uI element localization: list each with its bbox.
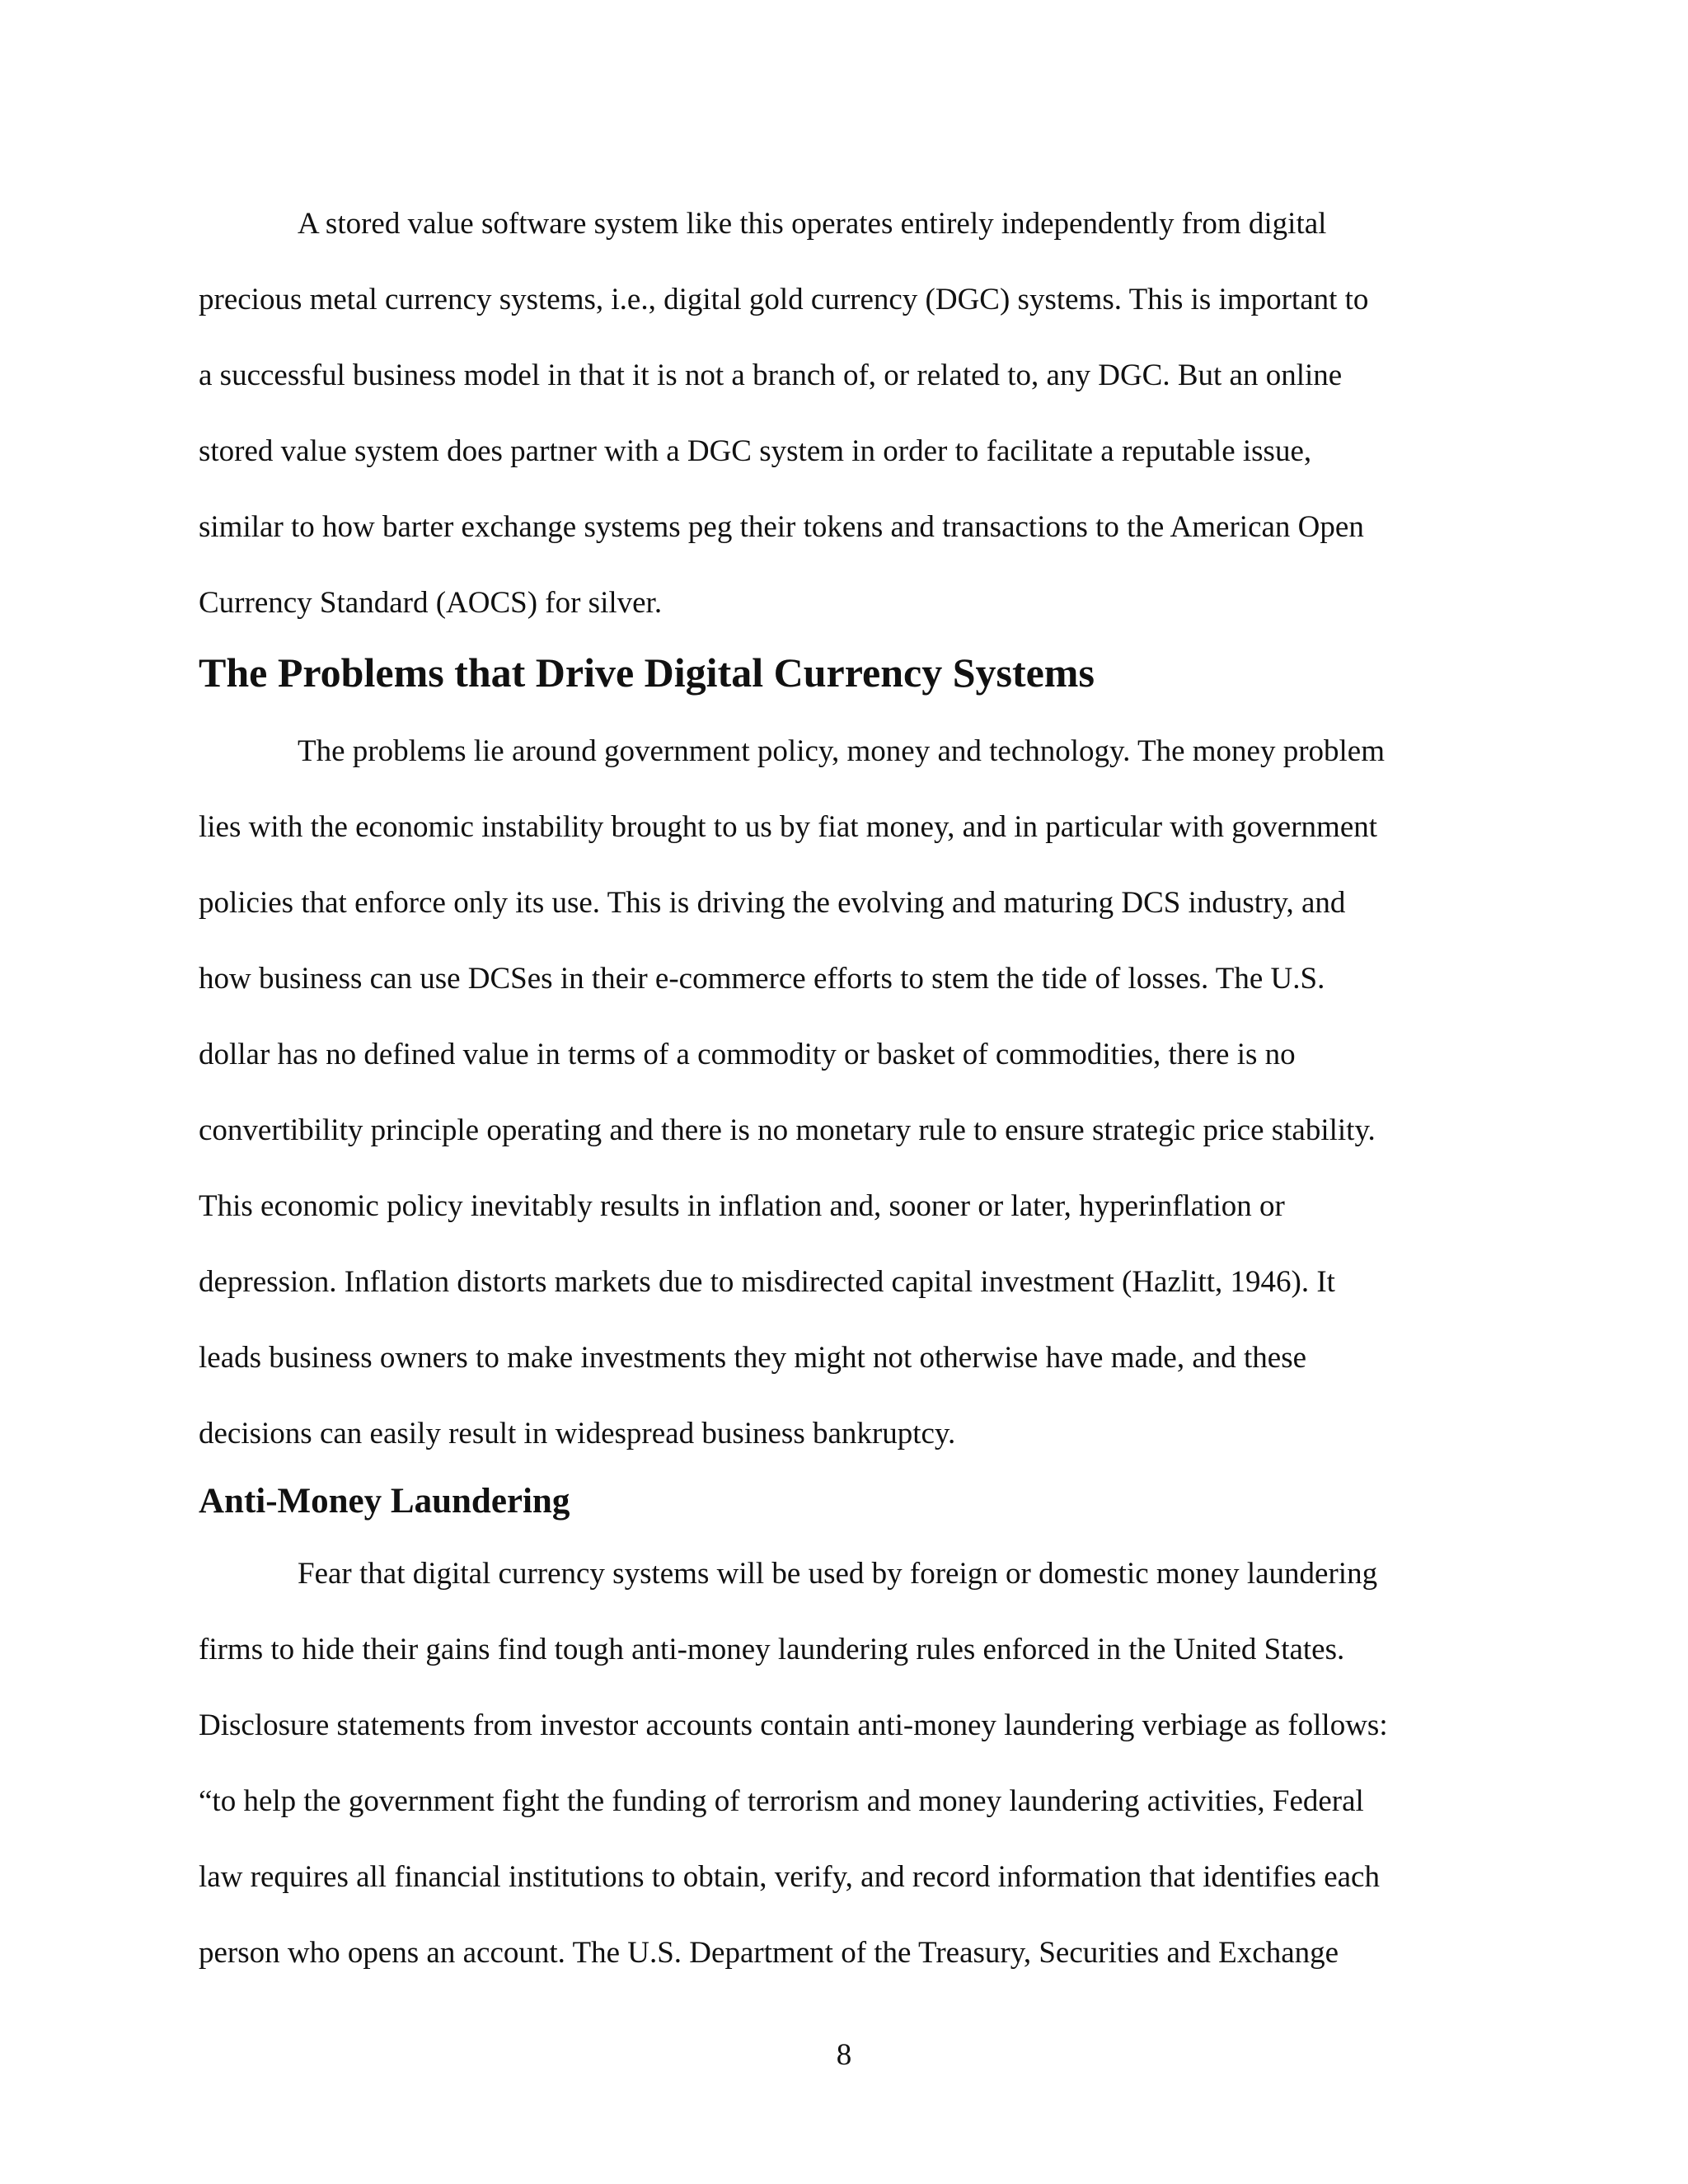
text-line: precious metal currency systems, i.e., digital gold currency (DGC) systems. This is important to [199, 283, 1369, 316]
text-line: stored value system does partner with a DGC system in order to facilitate a reputable issue, [199, 434, 1312, 468]
text-line: law requires all financial institutions to obtain, verify, and record information that identifies each [199, 1860, 1380, 1894]
text-line: dollar has no defined value in terms of a commodity or basket of commodities, there is no [199, 1038, 1296, 1071]
text-line: lies with the economic instability brought to us by fiat money, and in particular with government [199, 810, 1378, 844]
text-line: a successful business model in that it is not a branch of, or related to, any DGC. But an online [199, 359, 1343, 392]
paragraph-anti-money-laundering [199, 1536, 1493, 1991]
text-line: leads business owners to make investments they might not otherwise have made, and these [199, 1341, 1307, 1375]
text-line: “to help the government fight the funding of terrorism and money laundering activities, Federal [199, 1784, 1364, 1818]
text-line: decisions can easily result in widespread business bankruptcy. [199, 1417, 956, 1451]
text-line: This economic policy inevitably results in inflation and, sooner or later, hyperinflation or [199, 1189, 1285, 1223]
paragraph-problems [199, 714, 1493, 1472]
text-line: Currency Standard (AOCS) for silver. [199, 586, 663, 620]
section-heading: The Problems that Drive Digital Currency Systems [199, 649, 1095, 696]
paragraph-stored-value [199, 186, 1493, 641]
text-line: A stored value software system like this operates entirely independently from digital [298, 207, 1327, 241]
text-line: firms to hide their gains find tough anti-money laundering rules enforced in the United States. [199, 1633, 1345, 1666]
text-line: depression. Inflation distorts markets due to misdirected capital investment (Hazlitt, 1946). It [199, 1265, 1335, 1299]
text-line: The problems lie around government policy, money and technology. The money problem [298, 734, 1385, 768]
text-line: person who opens an account. The U.S. Department of the Treasury, Securities and Exchange [199, 1936, 1339, 1970]
text-line: how business can use DCSes in their e-commerce efforts to stem the tide of losses. The U.S. [199, 962, 1325, 996]
text-line: similar to how barter exchange systems peg their tokens and transactions to the American Open [199, 510, 1364, 544]
page-body [199, 186, 1493, 1991]
text-line: convertibility principle operating and there is no monetary rule to ensure strategic price stability. [199, 1113, 1376, 1147]
subsection-heading: Anti-Money Laundering [199, 1482, 570, 1521]
page-number: 8 [836, 2038, 852, 2072]
text-line: Disclosure statements from investor accounts contain anti-money laundering verbiage as follows: [199, 1708, 1388, 1742]
text-line: policies that enforce only its use. This is driving the evolving and maturing DCS industry, and [199, 886, 1346, 920]
text-line: Fear that digital currency systems will be used by foreign or domestic money laundering [298, 1557, 1378, 1591]
